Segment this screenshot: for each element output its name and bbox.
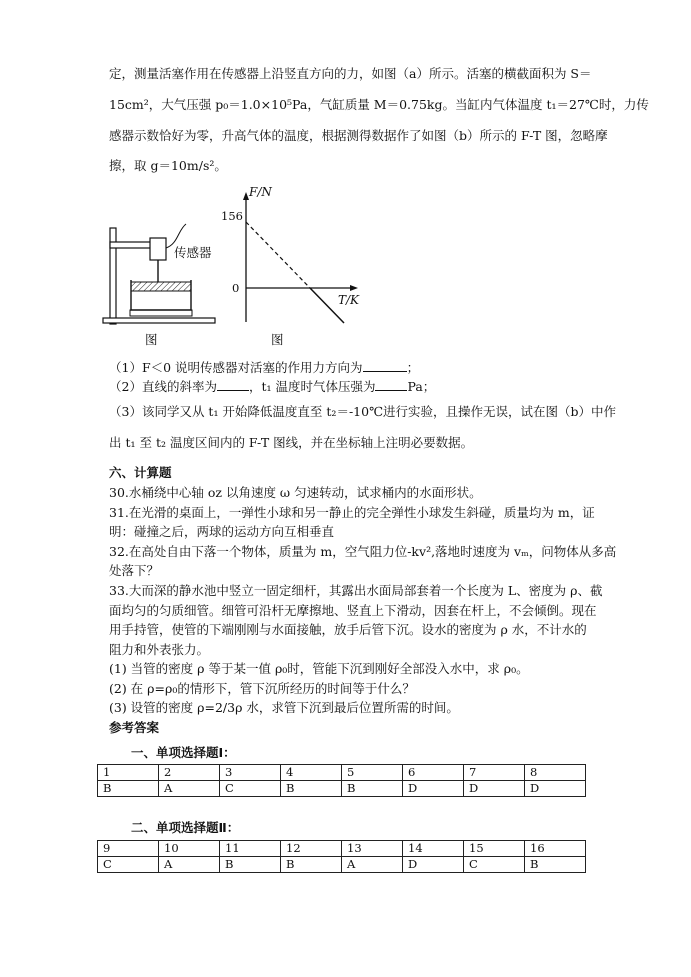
table-cell: C: [220, 781, 281, 797]
sensor-box: [150, 238, 166, 260]
table-1-numbers-row: [98, 765, 586, 781]
table-cell: 4: [281, 765, 342, 781]
table-cell: 3: [220, 765, 281, 781]
q1-prefix: （1）F＜0 说明传感器对活塞的作用力方向为: [109, 360, 363, 375]
table-cell: D: [464, 781, 525, 797]
intro-line-3: 感器示数恰好为零，升高气体的温度，根据测得数据作了如图（b）所示的 F-T 图，忽略摩: [109, 128, 608, 143]
answer-table-1: [97, 764, 586, 797]
x-axis-arrow: [350, 285, 358, 291]
question-3-line-2: 出 t₁ 至 t₂ 温度区间内的 F-T 图线，并在坐标轴上注明必要数据。: [109, 435, 474, 450]
problem-32-line-1: 32.在高处自由下落一个物体，质量为 m，空气阻力位-kv²,落地时速度为 vₘ，问物体从多高: [109, 544, 617, 559]
table-cell: D: [525, 781, 586, 797]
x-axis-label: T/K: [338, 293, 360, 307]
table-1-title: 一、单项选择题Ⅰ：: [131, 745, 236, 760]
table-cell: 11: [220, 841, 281, 857]
figure-b-graph: [230, 190, 370, 330]
table-cell: A: [159, 781, 220, 797]
table-cell: D: [403, 857, 464, 873]
table-cell: B: [98, 781, 159, 797]
table-2-title: 二、单项选择题Ⅱ：: [131, 820, 240, 835]
y-axis-label: F/N: [249, 185, 272, 199]
problem-32-line-2: 处落下？: [109, 563, 160, 578]
table-cell: 2: [159, 765, 220, 781]
q2-suffix: Pa；: [407, 379, 436, 394]
problem-31-line-2: 明：碰撞之后，两球的运动方向互相垂直: [109, 524, 335, 539]
table-cell: 14: [403, 841, 464, 857]
cylinder-bottom: [130, 310, 192, 316]
problem-33-line-4: 阻力和外表张力。: [109, 642, 210, 657]
table-cell: B: [281, 857, 342, 873]
sensor-label: 传感器: [174, 245, 212, 260]
answer-table-2: [97, 840, 586, 873]
table-cell: A: [159, 857, 220, 873]
table-cell: 8: [525, 765, 586, 781]
figure-b-caption: 图: [271, 332, 284, 347]
table-cell: 15: [464, 841, 525, 857]
table-cell: 10: [159, 841, 220, 857]
dashed-extension: [246, 222, 310, 288]
table-cell: 13: [342, 841, 403, 857]
answer-blank-2[interactable]: [217, 378, 249, 391]
table-cell: C: [464, 857, 525, 873]
problem-33-q2: (2) 在 ρ=ρ₀的情形下，管下沉所经历的时间等于什么？: [109, 681, 415, 696]
question-3-line-1: （3）该同学又从 t₁ 开始降低温度直至 t₂＝-10℃进行实验，且操作无误，试在图（b）中作: [109, 404, 617, 419]
problem-33-q3: (3) 设管的密度 ρ=2/3ρ 水，求管下沉到最后位置所需的时间。: [109, 700, 459, 715]
table-cell: C: [98, 857, 159, 873]
table-cell: 12: [281, 841, 342, 857]
y-intercept-label: 156: [221, 209, 243, 223]
table-cell: B: [220, 857, 281, 873]
table-cell: 16: [525, 841, 586, 857]
question-1: [109, 359, 419, 376]
table-cell: 6: [403, 765, 464, 781]
section-6-heading: 六、计算题: [109, 465, 172, 480]
figure-a-apparatus: [100, 210, 230, 340]
q1-suffix: ；: [406, 360, 420, 375]
question-2: [109, 378, 435, 395]
problem-31-line-1: 31.在光滑的桌面上，一弹性小球和另一静止的完全弹性小球发生斜碰，质量均为 m，证: [109, 505, 595, 520]
table-cell: 9: [98, 841, 159, 857]
intro-line-4: 擦，取 g＝10m/s²。: [109, 158, 227, 173]
answer-blank-1[interactable]: [363, 359, 407, 372]
table-cell: 1: [98, 765, 159, 781]
problem-33-line-3: 用手持管，使管的下端刚刚与水面接触，放手后管下沉。设水的密度为 ρ 水，不计水的: [109, 622, 587, 637]
table-2-answers-row: [98, 857, 586, 873]
table-cell: 5: [342, 765, 403, 781]
table-1-answers-row: [98, 781, 586, 797]
q2-prefix: （2）直线的斜率为: [109, 379, 217, 394]
figure-a-caption: 图: [145, 332, 158, 347]
answers-heading: 参考答案: [109, 720, 160, 735]
intro-line-2: 15cm²，大气压强 p₀＝1.0×10⁵Pa，气缸质量 M＝0.75kg。当缸内气体温度 t₁＝27℃时，力传: [109, 97, 649, 112]
origin-label: 0: [232, 281, 240, 295]
problem-33-line-2: 面均匀的匀质细管。细管可沿杆无摩擦地、竖直上下滑动，因套在杆上，不会倾倒。现在: [109, 603, 597, 618]
table-cell: B: [281, 781, 342, 797]
problem-33-q1: (1) 当管的密度 ρ 等于某一值 ρ₀时，管能下沉到刚好全部没入水中，求 ρ₀。: [109, 661, 529, 676]
table-cell: D: [403, 781, 464, 797]
problem-33-line-1: 33.大而深的静水池中竖立一固定细杆，其露出水面局部套着一个长度为 L、密度为 ρ、截: [109, 583, 603, 598]
answer-blank-3[interactable]: [375, 378, 407, 391]
problem-30: 30.水桶绕中心轴 oz 以角速度 ω 匀速转动，试求桶内的水面形状。: [109, 485, 482, 500]
q2-mid: ，t₁ 温度时气体压强为: [248, 379, 376, 394]
table-cell: B: [342, 781, 403, 797]
table-2-numbers-row: [98, 841, 586, 857]
stand-base: [103, 318, 215, 323]
piston: [131, 282, 191, 291]
table-cell: 7: [464, 765, 525, 781]
table-cell: B: [525, 857, 586, 873]
table-cell: A: [342, 857, 403, 873]
intro-line-1: 定，测量活塞作用在传感器上沿竖直方向的力，如图（a）所示。活塞的横截面积为 S＝: [109, 66, 592, 81]
